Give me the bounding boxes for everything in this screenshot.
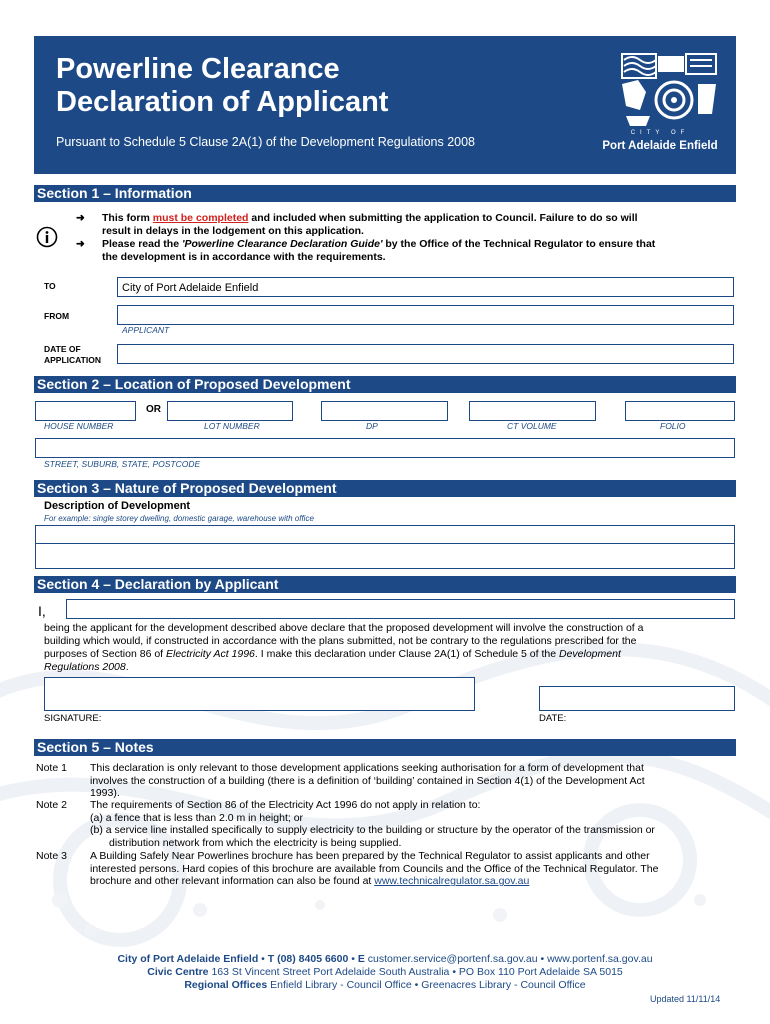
logo-city-of: CITY OF	[630, 130, 690, 136]
footer-civic: Civic Centre 163 St Vincent Street Port Adelaide South Australia • PO Box 110 Port Adelaide SA 5015	[147, 966, 623, 978]
ct-volume-field[interactable]	[469, 401, 596, 421]
dp-field[interactable]	[321, 401, 448, 421]
footer-email-link[interactable]: customer.service@portenf.sa.gov.au	[367, 953, 538, 965]
section-4-heading: Section 4 – Declaration by Applicant	[34, 576, 736, 593]
or-label: OR	[146, 404, 161, 415]
technical-regulator-link[interactable]: www.technicalregulator.sa.gov.au	[374, 875, 530, 888]
from-label: FROM	[44, 311, 70, 321]
ct-volume-hint: CT VOLUME	[507, 421, 557, 431]
footer-regional: Regional Offices Enfield Library - Council Office • Greenacres Library - Council Office	[184, 979, 586, 991]
applicant-name-field[interactable]	[66, 599, 735, 619]
house-number-hint: HOUSE NUMBER	[44, 421, 114, 431]
note-3-text: A Building Safely Near Powerlines brochure has been prepared by the Technical Regulator to assist applicants and other interested persons. Hard copies of this brochure are available from Councils and the Office of the Technical Regulator. The brochure and other relevant information can also be found at www.technicalregulator.sa.gov.au	[90, 850, 659, 888]
folio-field[interactable]	[625, 401, 735, 421]
signature-label: SIGNATURE:	[44, 713, 102, 724]
lot-number-hint: LOT NUMBER	[204, 421, 260, 431]
info-bullet-2: Please read the 'Powerline Clearance Declaration Guide' by the Office of the Technical Regulator to ensure that the development is in accordance with the requirements.	[102, 238, 656, 263]
section-5-heading: Section 5 – Notes	[34, 739, 736, 756]
to-value: City of Port Adelaide Enfield	[122, 282, 259, 294]
from-field[interactable]	[117, 305, 734, 325]
logo-name: Port Adelaide Enfield	[602, 140, 718, 152]
date-of-application-field[interactable]	[117, 344, 734, 364]
note-2-label: Note 2	[36, 799, 67, 811]
page-subtitle: Pursuant to Schedule 5 Clause 2A(1) of the Development Regulations 2008	[56, 135, 476, 149]
description-hint: For example: single storey dwelling, domestic garage, warehouse with office	[44, 514, 314, 523]
note-2-text: The requirements of Section 86 of the Electricity Act 1996 do not apply in relation to: (a) a fence that is less than 2.0 m in height; or (b) a service line installed specifically to supply electricity to the building or structure by the operator of the transmission or distribution network from which the electricity is being supplied.	[90, 799, 655, 849]
council-logo	[612, 50, 722, 134]
to-field[interactable]	[117, 277, 734, 297]
applicant-hint: APPLICANT	[122, 325, 170, 335]
page-title: Powerline Clearance Declaration of Applicant	[56, 53, 389, 118]
footer-contact: City of Port Adelaide Enfield • T (08) 8405 6600 • E customer.service@portenf.sa.gov.au • www.portenf.sa.gov.au	[117, 953, 653, 965]
updated-date: Updated 11/11/14	[650, 994, 721, 1004]
section-1-heading: Section 1 – Information	[34, 185, 736, 202]
description-divider	[36, 543, 734, 544]
signature-date-label: DATE:	[539, 713, 567, 724]
street-address-field[interactable]	[35, 438, 735, 458]
house-number-field[interactable]	[35, 401, 136, 421]
note-1-text: This declaration is only relevant to those development applications seeking authorisation for a form of development that involves the construction of a building (there is a definition of ‘building’ contained in Section 4(1) of the Development Act 1993).	[90, 762, 645, 800]
i-label: I,	[38, 603, 46, 619]
note-3-label: Note 3	[36, 850, 67, 862]
section-3-heading: Section 3 – Nature of Proposed Development	[34, 480, 736, 497]
description-label: Description of Development	[44, 500, 191, 512]
arrow-right-icon: ➜	[76, 212, 85, 224]
dp-hint: DP	[366, 421, 378, 431]
description-field[interactable]	[35, 525, 735, 569]
folio-hint: FOLIO	[660, 421, 686, 431]
section-2-heading: Section 2 – Location of Proposed Development	[34, 376, 736, 393]
signature-date-field[interactable]	[539, 686, 735, 711]
lot-number-field[interactable]	[167, 401, 293, 421]
declaration-text: being the applicant for the development described above declare that the proposed development will involve the construction of a building which would, if constructed in accordance with the plans submitted, not be contrary to the regulations prescribed for the purposes of Section 86 of Electricity Act 1996. I make this declaration under Clause 2A(1) of Schedule 5 of the Development Regulations 2008.	[44, 622, 644, 673]
note-1-label: Note 1	[36, 762, 67, 774]
info-bullet-1: This form must be completed and included when submitting the application to Council. Failure to do so will result in delays in the lodgement on this application.	[102, 212, 638, 237]
to-label: TO	[44, 281, 56, 291]
info-icon	[36, 226, 58, 248]
signature-field[interactable]	[44, 677, 475, 711]
arrow-right-icon: ➜	[76, 238, 85, 250]
street-hint: STREET, SUBURB, STATE, POSTCODE	[44, 459, 201, 469]
date-of-application-label: DATE OF APPLICATION	[44, 344, 101, 365]
footer-web-link[interactable]: www.portenf.sa.gov.au	[547, 953, 653, 965]
